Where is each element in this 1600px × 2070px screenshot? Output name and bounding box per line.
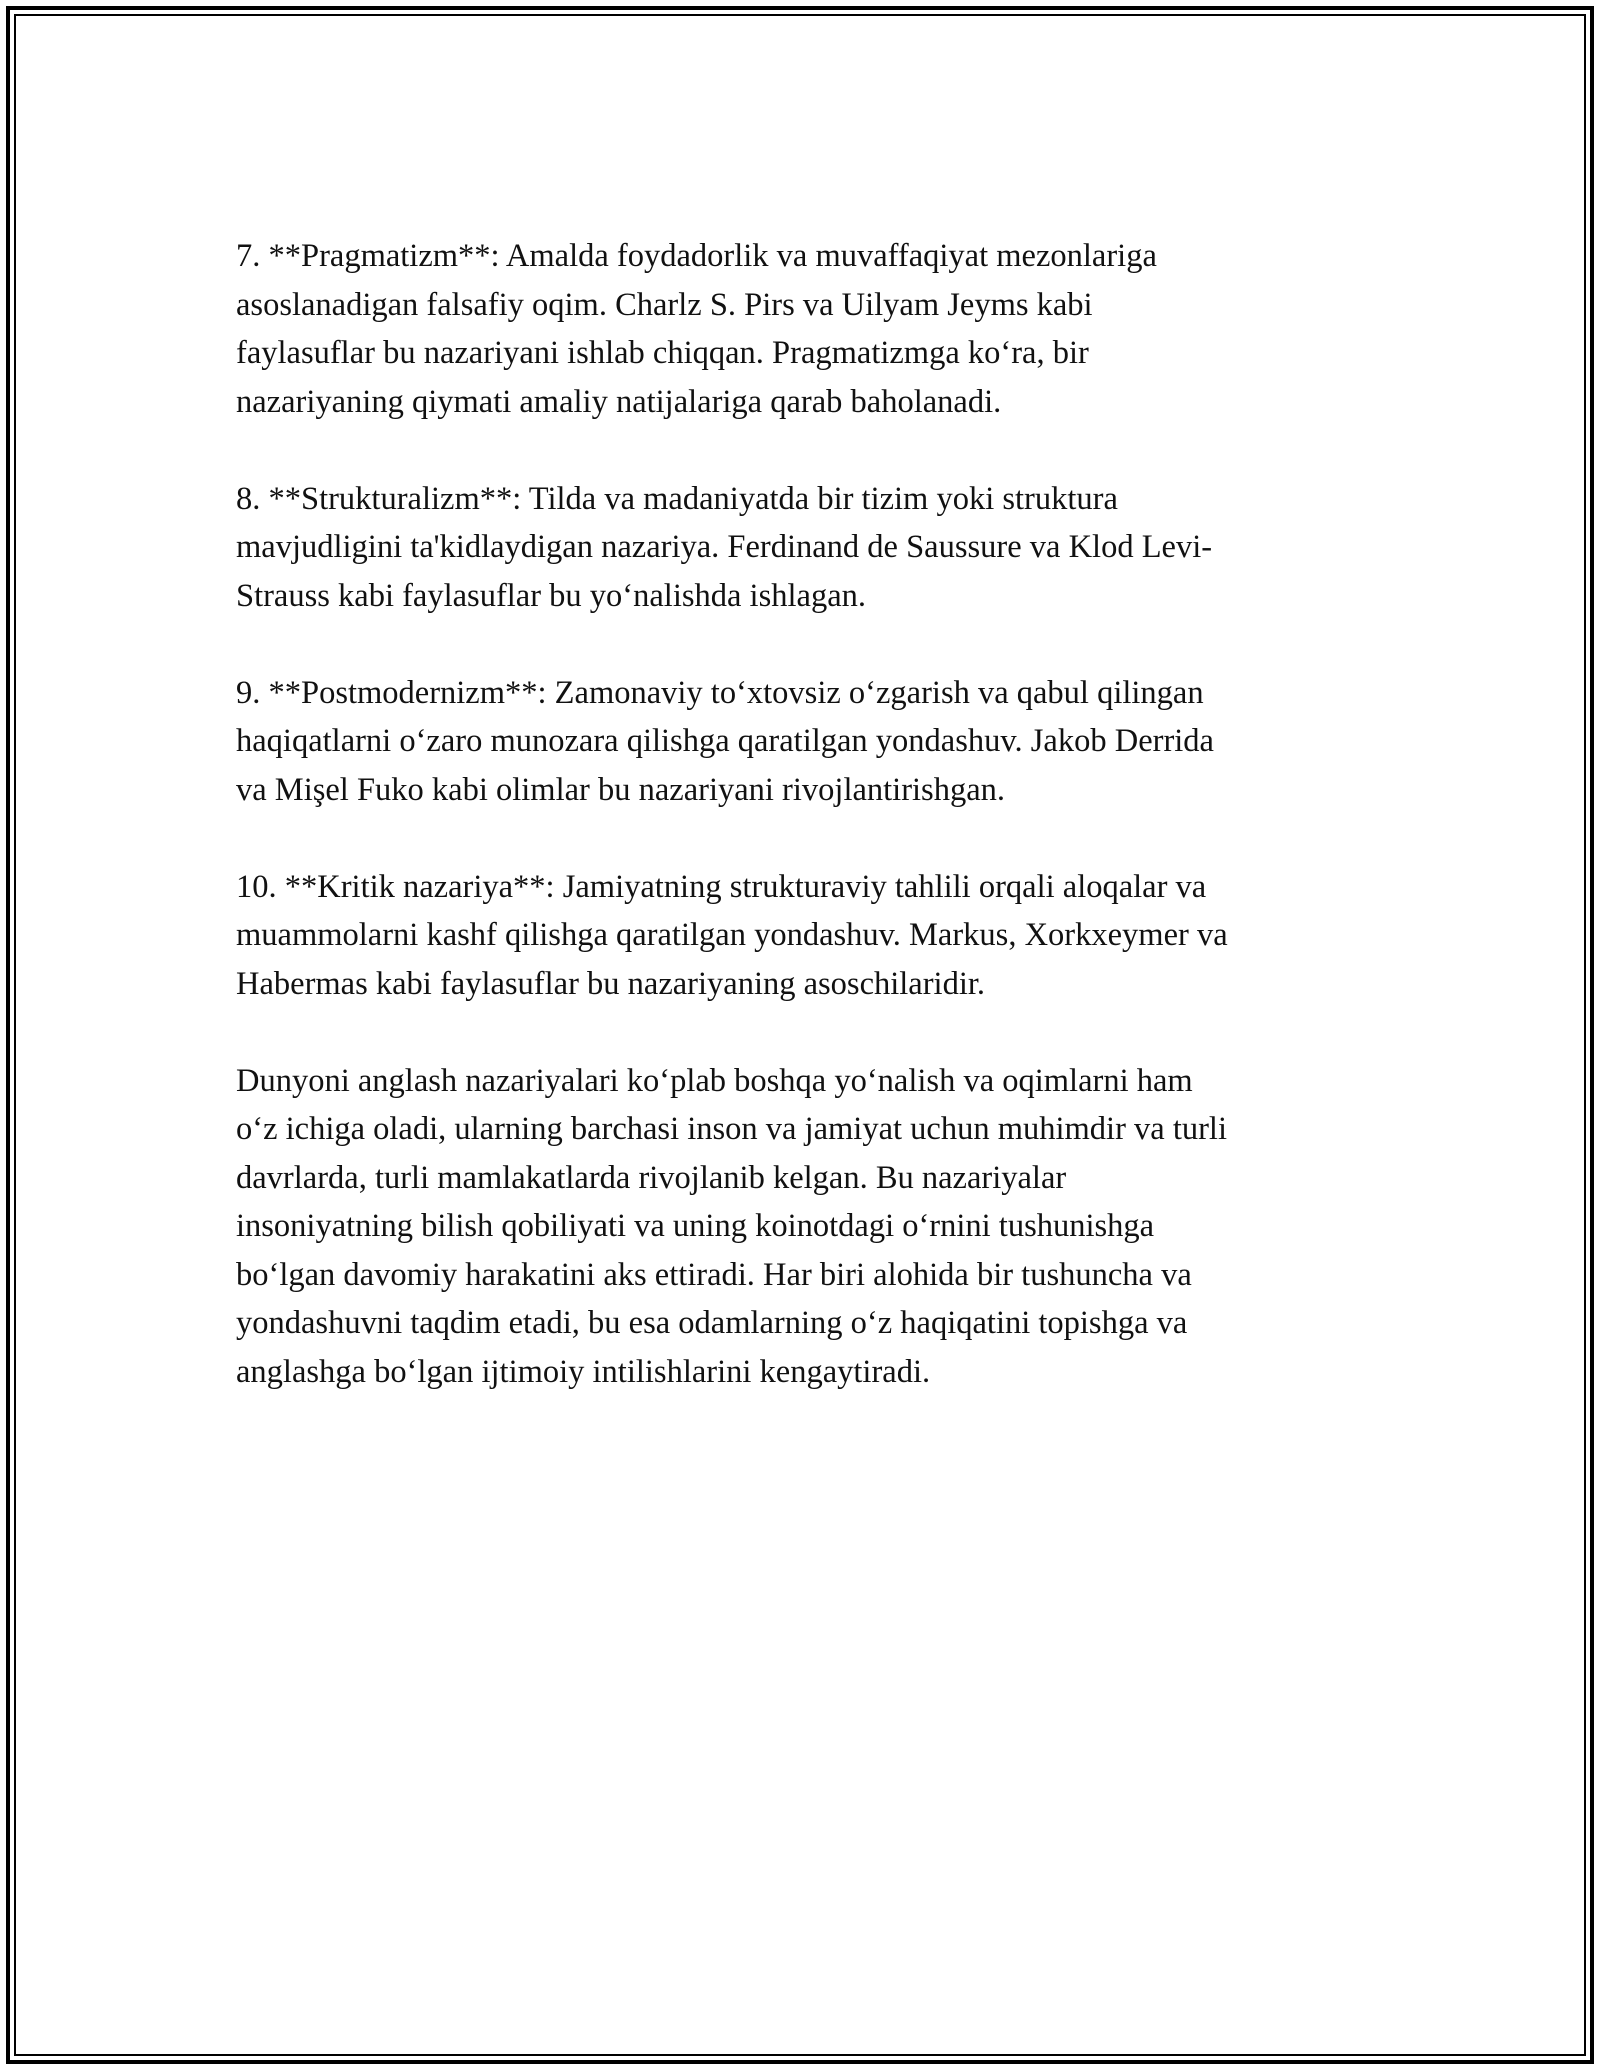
- text-line: muammolarni kashf qilishga qaratilgan yondashuv. Markus, Xorkxeymer va: [236, 917, 1228, 953]
- text-line: Dunyoni anglash nazariyalari ko‘plab boshqa yo‘nalish va oqimlarni ham: [236, 1062, 1193, 1099]
- paragraph-conclusion: [236, 1057, 1376, 1397]
- text-line: yondashuvni taqdim etadi, bu esa odamlarning o‘z haqiqatini topishga va: [236, 1305, 1188, 1341]
- text-line: davrlarda, turli mamlakatlarda rivojlanib kelgan. Bu nazariyalar: [236, 1159, 1067, 1196]
- text-line: insoniyatning bilish qobiliyati va uning koinotdagi o‘rnini tushunishga: [236, 1208, 1155, 1244]
- text-line: va Mişel Fuko kabi olimlar bu nazariyani rivojlantirishgan.: [236, 771, 1006, 808]
- text-line: Strauss kabi faylasuflar bu yo‘nalishda ishlagan.: [236, 577, 866, 614]
- text-line: Habermas kabi faylasuflar bu nazariyaning asoschilaridir.: [236, 965, 986, 1002]
- text-line: 10. **Kritik nazariya**: Jamiyatning strukturaviy tahlili orqali aloqalar va: [236, 868, 1207, 905]
- paragraph-strukturalizm: [236, 475, 1376, 621]
- text-line: 7. **Pragmatizm**: Amalda foydadorlik va muvaffaqiyat mezonlariga: [236, 238, 1157, 274]
- paragraph-kritik-nazariya: [236, 863, 1376, 1009]
- text-line: haqiqatlarni o‘zaro munozara qilishga qaratilgan yondashuv. Jakob Derrida: [236, 723, 1214, 759]
- text-line: anglashga bo‘lgan ijtimoiy intilishlarini kengaytiradi.: [236, 1353, 931, 1390]
- document-body: [236, 232, 1376, 1445]
- text-line: nazariyaning qiymati amaliy natijalariga qarab baholanadi.: [236, 383, 1002, 420]
- text-line: 9. **Postmodernizm**: Zamonaviy to‘xtovsiz o‘zgarish va qabul qilingan: [236, 674, 1204, 711]
- paragraph-postmodernizm: [236, 669, 1376, 815]
- text-line: faylasuflar bu nazariyani ishlab chiqqan. Pragmatizmga ko‘ra, bir: [236, 335, 1089, 371]
- text-line: o‘z ichiga oladi, ularning barchasi inson va jamiyat uchun muhimdir va turli: [236, 1111, 1227, 1147]
- text-line: asoslanadigan falsafiy oqim. Charlz S. Pirs va Uilyam Jeyms kabi: [236, 286, 1093, 323]
- text-line: bo‘lgan davomiy harakatini aks ettiradi. Har biri alohida bir tushuncha va: [236, 1256, 1192, 1293]
- text-line: 8. **Strukturalizm**: Tilda va madaniyatda bir tizim yoki struktura: [236, 480, 1118, 517]
- text-line: mavjudligini ta'kidlaydigan nazariya. Ferdinand de Saussure va Klod Levi-: [236, 529, 1213, 565]
- paragraph-pragmatizm: [236, 232, 1376, 426]
